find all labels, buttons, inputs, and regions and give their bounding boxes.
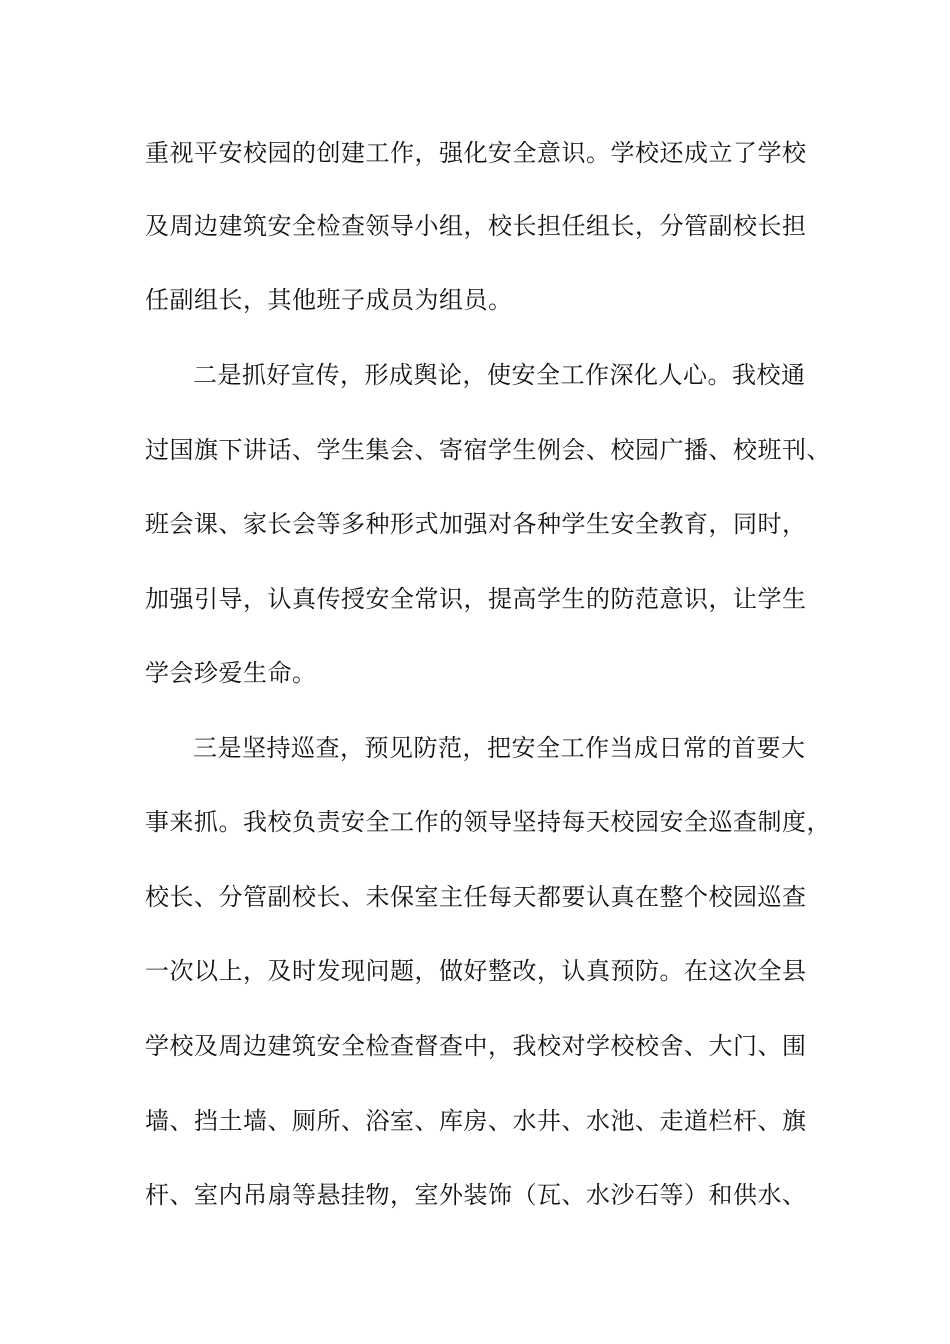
text-line: 一次以上，及时发现问题，做好整改，认真预防。在这次全县 [145,957,807,985]
text-line: 杆、室内吊扇等悬挂物，室外装饰（瓦、水沙石等）和供水、 [145,1181,807,1209]
text-line: 重视平安校园的创建工作，强化安全意识。学校还成立了学校 [145,139,807,167]
text-line: 班会课、家长会等多种形式加强对各种学生安全教育，同时， [145,510,807,538]
text-line: 加强引导，认真传授安全常识，提高学生的防范意识，让学生 [145,585,807,613]
text-line: 事来抓。我校负责安全工作的领导坚持每天校园安全巡查制度， [145,808,831,836]
text-line: 学校及周边建筑安全检查督查中，我校对学校校舍、大门、围 [145,1032,807,1060]
text-line: 墙、挡土墙、厕所、浴室、库房、水井、水池、走道栏杆、旗 [145,1107,807,1135]
paragraph-start-line: 三是坚持巡查，预见防范，把安全工作当成日常的首要大 [193,734,806,762]
text-line: 及周边建筑安全检查领导小组，校长担任组长，分管副校长担 [145,212,807,240]
text-line: 学会珍爱生命。 [145,659,317,687]
text-line: 过国旗下讲话、学生集会、寄宿学生例会、校园广播、校班刊、 [145,436,831,464]
text-line: 任副组长，其他班子成员为组员。 [145,286,513,314]
text-line: 校长、分管副校长、未保室主任每天都要认真在整个校园巡查 [145,883,807,911]
paragraph-start-line: 二是抓好宣传，形成舆论，使安全工作深化人心。我校通 [193,361,806,389]
